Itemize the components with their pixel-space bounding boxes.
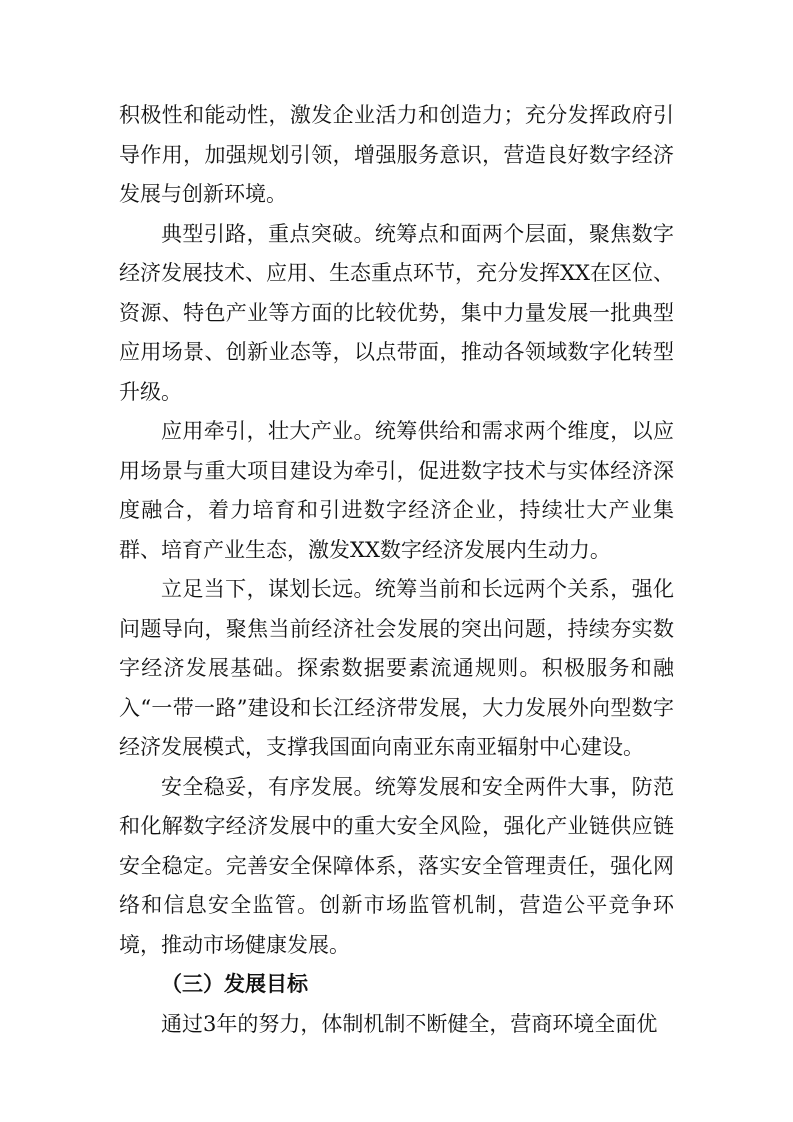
paragraph-continuation: 积极性和能动性，激发企业活力和创造力；充分发挥政府引导作用，加强规划引领，增强服务意识，营造良好数字经济发展与创新环境。: [119, 103, 674, 206]
paragraph-typical-guidance: 典型引路，重点突破。统筹点和面两个层面，聚焦数字经济发展技术、应用、生态重点环节，充分发挥XX在区位、资源、特色产业等方面的比较优势，集中力量发展一批典型应用场景、创新业态等，以点带面，推动各领域数字化转型升级。: [119, 221, 674, 404]
paragraph-goals: 通过3年的努力，体制机制不断健全，营商环境全面优: [161, 1011, 658, 1036]
paragraph-long-term-planning: 立足当下，谋划长远。统筹当前和长远两个关系，强化问题导向，聚焦当前经济社会发展的突出问题，持续夯实数字经济发展基础。探索数据要素流通规则。积极服务和融入“一带一路”建设和长江经济带发展，大力发展外向型数字经济发展模式，支撑我国面向南亚东南亚辐射中心建设。: [119, 577, 674, 759]
paragraph-application-traction: 应用牵引，壮大产业。统筹供给和需求两个维度，以应用场景与重大项目建设为牵引，促进数字技术与实体经济深度融合，着力培育和引进数字经济企业，持续壮大产业集群、培育产业生态，激发XX数字经济发展内生动力。: [119, 419, 674, 562]
section-heading: （三）发展目标: [161, 972, 308, 996]
document-body: [119, 96, 674, 1044]
paragraph-safe-development: 安全稳妥，有序发展。统筹发展和安全两件大事，防范和化解数字经济发展中的重大安全风险，强化产业链供应链安全稳定。完善安全保障体系，落实安全管理责任，强化网络和信息安全监管。创新市场监管机制，营造公平竞争环境，推动市场健康发展。: [119, 774, 674, 957]
